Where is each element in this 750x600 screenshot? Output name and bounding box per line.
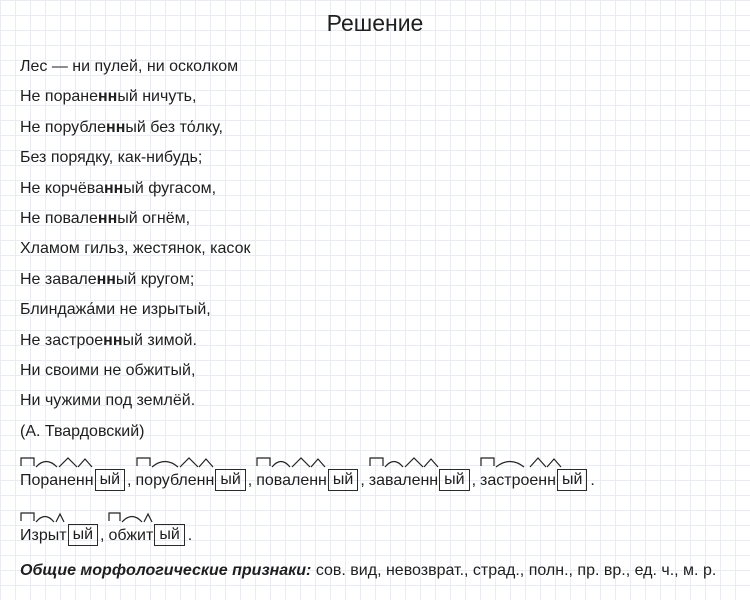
poem-line: Ни своими не обжитый, [20,361,196,379]
separator: , [247,472,253,489]
poem-line: Не поваленный огнём, [20,209,191,227]
parsed-word [20,510,98,546]
poem-line: Без порядку, как-нибудь; [20,149,203,167]
terminator: . [187,527,193,544]
poem-line: Ни чужими под землёй. [20,392,196,410]
poem-line: Блиндажа́ми не изрытый, [20,301,211,319]
parsed-word [256,455,358,491]
morpheme-marks [20,510,80,524]
morpheme-marks [136,455,220,469]
terminator: . [590,472,595,489]
morpheme-marks [20,455,100,469]
separator: , [100,527,105,544]
word-stem: поваленн [256,472,327,489]
poem-line: Не пораненный ничуть, [20,88,197,106]
word-ending: ый [215,469,245,491]
parsed-word [369,455,470,491]
morphological-features [20,562,716,580]
word-stem: Изрыт [20,527,67,544]
word-ending: ый [68,524,98,546]
parsed-word [480,455,587,491]
poem-line: Не заваленный кругом; [20,270,195,288]
word-stem: обжит [108,527,154,544]
parsed-word [136,455,246,491]
parsed-word [20,455,125,491]
page-title: Решение [326,10,424,36]
morpheme-marks [369,455,449,469]
poem-line: Не порубленный без то́лку, [20,118,223,136]
word-ending: ый [439,469,469,491]
word-stem: застроенн [480,472,556,489]
word-stem: Пораненн [20,472,94,489]
morpheme-parse-row-2 [20,510,192,546]
word-ending: ый [95,469,125,491]
parsed-word [108,510,184,546]
morph-text: сов. вид, невозврат., страд., полн., пр. вр., ед. ч., м. р. [311,562,717,579]
poem-author: (А. Твардовский) [20,422,145,440]
poem [20,55,250,450]
word-stem: порубленн [135,472,215,489]
morpheme-marks [480,455,564,469]
morpheme-marks [256,455,336,469]
morpheme-parse-row-1 [20,455,595,491]
word-stem: заваленн [368,472,439,489]
separator: , [360,472,365,489]
morpheme-marks [108,510,168,524]
poem-line: Хламом гильз, жестянок, касок [20,240,251,258]
word-ending: ый [557,469,587,491]
morph-label: Общие морфологические признаки: [20,562,312,579]
separator: , [127,472,132,489]
poem-line: Не корчёванный фугасом, [20,179,217,197]
poem-line: Не застроенный зимой. [20,331,197,349]
poem-line: Лес — ни пулей, ни осколком [20,58,239,75]
separator: , [471,472,477,489]
word-ending: ый [328,469,358,491]
word-ending: ый [154,524,184,546]
